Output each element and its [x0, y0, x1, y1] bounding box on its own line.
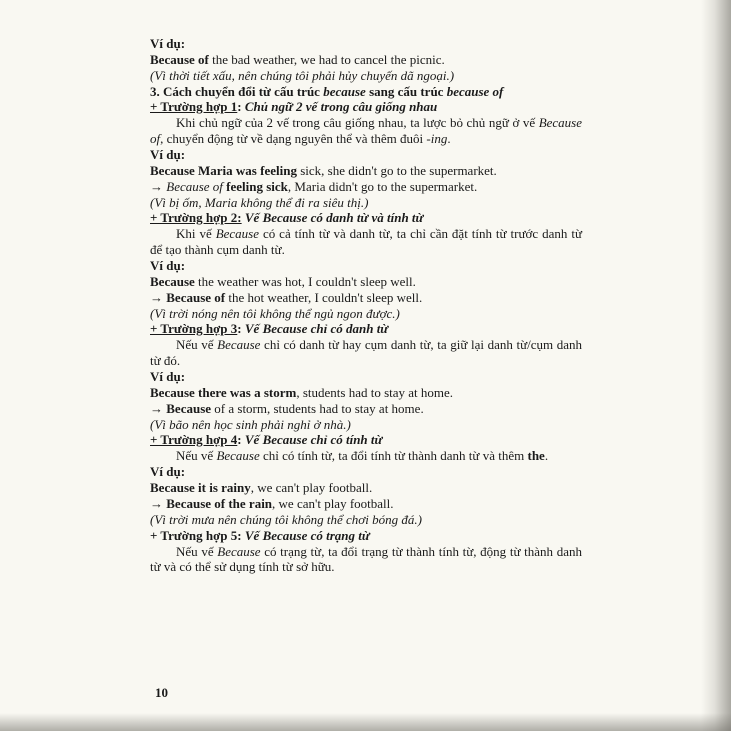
text-run: Because of	[150, 115, 582, 147]
text-run: Because	[217, 543, 261, 559]
example-sentence-converted	[150, 496, 582, 512]
example-label	[150, 464, 582, 480]
body-paragraph	[150, 226, 582, 258]
text-run: + Trường hợp 2:	[150, 210, 242, 226]
text-run: Because	[166, 400, 212, 416]
text-run: the bad weather, we had to cancel the picnic.	[208, 51, 445, 67]
text-run: Ví dụ:	[150, 36, 186, 51]
text-run: , Maria didn't go to the supermarket.	[287, 178, 478, 194]
text-run: :	[237, 99, 245, 115]
text-run: →	[150, 495, 167, 511]
case-heading	[150, 210, 582, 226]
text-run: (Vì thời tiết xấu, nên chúng tôi phải hủy chuyến dã ngoại.)	[150, 67, 455, 83]
body-paragraph	[150, 337, 582, 369]
example-sentence	[150, 274, 582, 290]
example-sentence	[150, 385, 582, 401]
text-run: →	[150, 289, 167, 305]
text-run: , we can't play football.	[250, 480, 373, 496]
example-label	[150, 36, 582, 52]
text-run: Ví dụ:	[150, 369, 186, 385]
section-heading	[150, 84, 582, 100]
translation	[150, 68, 582, 84]
body-paragraph	[150, 544, 582, 576]
text-run: Ví dụ:	[150, 147, 186, 163]
example-sentence	[150, 52, 582, 68]
text-run: Vế Because có trạng từ	[244, 527, 370, 543]
text-run: + Trường hợp 4	[150, 432, 238, 448]
text-run: Chủ ngữ 2 vế trong câu giống nhau	[244, 99, 438, 115]
text-run: the	[527, 448, 545, 464]
example-sentence-converted	[150, 401, 582, 417]
text-run: -ing	[426, 131, 448, 147]
page-content	[150, 36, 582, 575]
case-heading	[150, 528, 582, 544]
text-run: (Vì bị ốm, Maria không thể đi ra siêu thị.)	[150, 194, 369, 210]
case-heading	[150, 99, 582, 115]
text-run: feeling sick	[226, 178, 288, 194]
translation	[150, 306, 582, 322]
scan-shadow-right	[701, 0, 731, 731]
text-run: the weather was hot, I couldn't sleep well.	[194, 273, 416, 289]
text-run: Because of	[166, 289, 226, 305]
text-run: Nếu vế	[176, 543, 218, 559]
text-run: + Trường hợp 3	[150, 321, 238, 337]
text-run: because	[323, 83, 366, 99]
translation	[150, 417, 582, 433]
translation	[150, 512, 582, 528]
text-run: 3. Cách chuyển đổi từ cấu trúc	[150, 83, 324, 99]
text-run: (Vì bão nên học sinh phải nghỉ ở nhà.)	[150, 416, 351, 432]
text-run: Because of	[166, 178, 223, 194]
case-heading	[150, 321, 582, 337]
text-run: có trạng từ, ta đổi trạng từ thành tính từ, động từ thành danh từ và có thể sử dụng tính từ sở hữu.	[150, 543, 582, 575]
example-sentence-converted	[150, 290, 582, 306]
page-number: 10	[155, 685, 168, 700]
text-run: Vế Because chỉ có tính từ	[244, 432, 383, 448]
text-run: →	[150, 178, 167, 194]
text-run: Khi chủ ngữ của 2 vế trong câu giống nhau, ta lược bỏ chủ ngữ ở vế	[176, 115, 539, 131]
text-run: , chuyển động từ về dạng nguyên thể và thêm đuôi	[160, 131, 427, 147]
text-run: Vế Because có danh từ và tính từ	[244, 210, 424, 226]
text-run: .	[544, 448, 549, 464]
scan-shadow-bottom	[0, 713, 731, 731]
text-run: Because Maria was feeling	[150, 162, 297, 178]
text-run: có cả tính từ và danh từ, ta chỉ cần đặt tính từ trước danh từ để tạo thành cụm danh từ.	[150, 226, 583, 258]
example-sentence	[150, 480, 582, 496]
example-label	[150, 147, 582, 163]
text-run: →	[150, 400, 167, 416]
text-run: , we can't play football.	[272, 495, 394, 511]
body-paragraph	[150, 115, 582, 147]
text-run: Ví dụ:	[150, 464, 186, 480]
body-paragraph	[150, 448, 582, 464]
text-run: of a storm, students had to stay at home.	[211, 400, 424, 416]
example-label	[150, 258, 582, 274]
text-run: the hot weather, I couldn't sleep well.	[225, 289, 423, 305]
text-run: (Vì trời nóng nên tôi không thể ngủ ngon được.)	[150, 305, 400, 321]
text-run: :	[237, 432, 245, 448]
text-run: + Trường hợp 1	[150, 99, 238, 115]
text-run: Because there was a storm	[150, 384, 297, 400]
text-run: Because	[215, 226, 259, 242]
translation	[150, 195, 582, 211]
text-run: + Trường hợp 5:	[150, 527, 245, 543]
text-run: Nếu vế	[176, 337, 218, 353]
text-run: Because	[217, 337, 261, 353]
example-sentence	[150, 163, 582, 179]
text-run: chỉ có tính từ, ta đổi tính từ thành danh từ và thêm	[259, 448, 528, 464]
text-run: Because of	[150, 51, 209, 67]
text-run: Vế Because chỉ có danh từ	[244, 321, 389, 337]
text-run: Khi vế	[176, 226, 216, 242]
example-sentence-converted	[150, 179, 582, 195]
text-run: .	[447, 131, 451, 147]
text-run: Because it is rainy	[150, 480, 251, 496]
text-run: chỉ có danh từ hay cụm danh từ, ta giữ lại danh từ/cụm danh từ đó.	[150, 337, 582, 369]
text-run: , students had to stay at home.	[296, 384, 454, 400]
text-run: Because	[216, 448, 260, 464]
example-label	[150, 369, 582, 385]
case-heading	[150, 432, 582, 448]
text-run: because of	[446, 83, 504, 99]
text-run: (Vì trời mưa nên chúng tôi không thể chơi bóng đá.)	[150, 511, 422, 527]
text-run: Ví dụ:	[150, 258, 186, 274]
text-run: :	[237, 321, 245, 337]
text-run: sang cấu trúc	[365, 83, 447, 99]
text-run: sick, she didn't go to the supermarket.	[296, 162, 497, 178]
text-run: Because of the rain	[166, 495, 273, 511]
text-run: Nếu vế	[176, 448, 217, 464]
text-run: Because	[150, 273, 195, 289]
